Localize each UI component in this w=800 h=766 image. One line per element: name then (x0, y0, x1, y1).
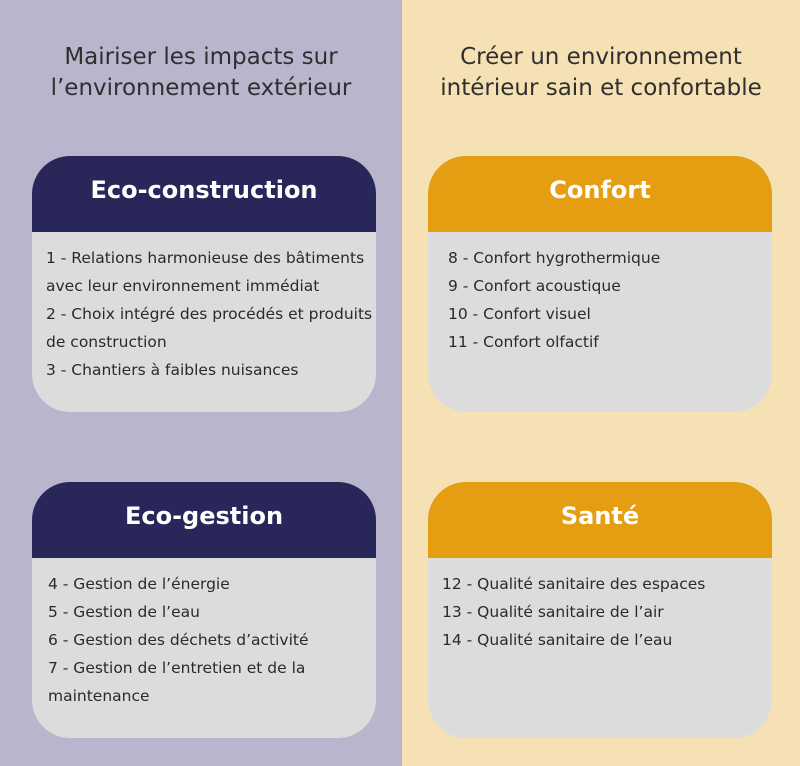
list-item: 13 - Qualité sanitaire de l’air (442, 603, 664, 621)
card-header (428, 156, 772, 232)
card-body (428, 558, 772, 654)
list-item: 9 - Confort acoustique (448, 277, 621, 295)
list-item: 12 - Qualité sanitaire des espaces (442, 575, 706, 593)
list-item: 6 - Gestion des déchets d’activité (48, 631, 309, 649)
list-item: 7 - Gestion de l’entretien et de la (48, 659, 306, 677)
list-item: 11 - Confort olfactif (448, 333, 599, 351)
right-column-heading (402, 42, 800, 104)
right-heading-line-2: intérieur sain et confortable (440, 75, 762, 101)
list-item: de construction (46, 333, 167, 351)
list-item: 8 - Confort hygrothermique (448, 249, 661, 267)
card-header (32, 156, 376, 232)
card-title: Eco-gestion (124, 502, 284, 530)
card-body (428, 232, 772, 356)
card-confort (428, 156, 772, 412)
card-title: Confort (549, 176, 651, 204)
list-item: 2 - Choix intégré des procédés et produits (46, 305, 373, 323)
left-heading-line-1: Mairiser les impacts sur (64, 44, 338, 70)
card-header (428, 482, 772, 558)
right-heading-line-1: Créer un environnement (460, 44, 742, 70)
card-eco-construction (32, 156, 376, 412)
left-column-heading (0, 42, 402, 104)
list-item: maintenance (48, 687, 150, 705)
card-title: Santé (560, 502, 640, 530)
list-item: 4 - Gestion de l’énergie (48, 575, 230, 593)
card-sante (428, 482, 772, 738)
left-heading-line-2: l’environnement extérieur (50, 75, 352, 101)
card-eco-gestion (32, 482, 376, 738)
list-item: 10 - Confort visuel (448, 305, 591, 323)
list-item: avec leur environnement immédiat (46, 277, 320, 295)
list-item: 1 - Relations harmonieuse des bâtiments (46, 249, 365, 267)
list-item: 3 - Chantiers à faibles nuisances (46, 361, 299, 379)
list-item: 14 - Qualité sanitaire de l’eau (442, 631, 673, 649)
list-item: 5 - Gestion de l’eau (48, 603, 200, 621)
card-title: Eco-construction (90, 176, 318, 204)
card-body (32, 232, 376, 384)
card-body (32, 558, 376, 710)
card-header (32, 482, 376, 558)
